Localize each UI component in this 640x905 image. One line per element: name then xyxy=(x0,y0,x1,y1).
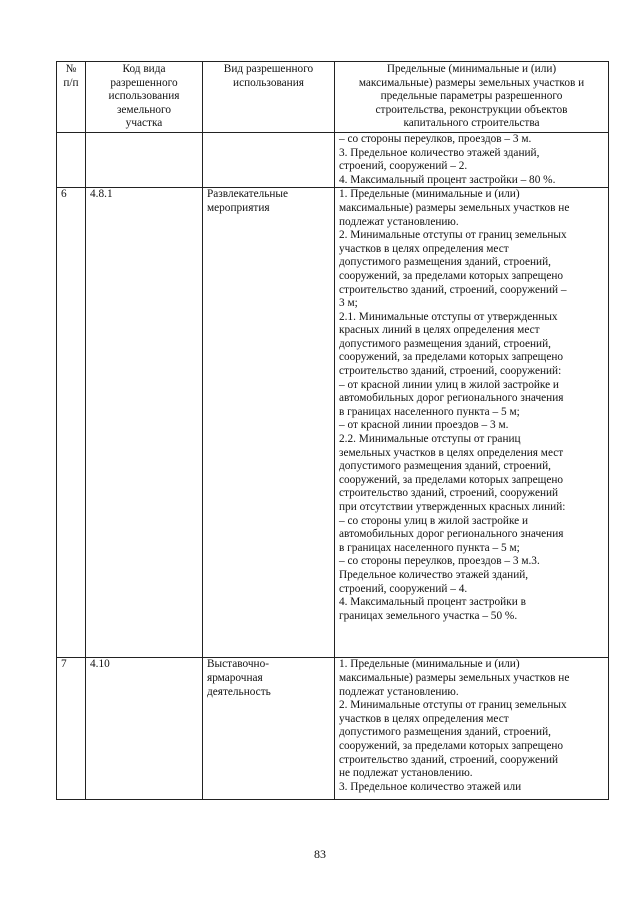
cell-number xyxy=(57,132,86,187)
header-code: Код вида разрешенного использования земельного участка xyxy=(86,62,203,133)
cell-number: 6 xyxy=(57,188,86,658)
cell-use: Выставочно- ярмарочная деятельность xyxy=(203,658,335,800)
cell-code: 4.10 xyxy=(86,658,203,800)
cell-number: 7 xyxy=(57,658,86,800)
zoning-parameters-table xyxy=(56,61,609,800)
cell-code xyxy=(86,132,203,187)
cell-params: – со стороны переулков, проездов – 3 м. 3. Предельное количество этажей зданий, строений, сооружений – 2. 4. Максимальный процент застройки – 80 %. xyxy=(335,132,609,187)
cell-use xyxy=(203,132,335,187)
page-number: 83 xyxy=(314,847,326,861)
header-use: Вид разрешенного использования xyxy=(203,62,335,133)
header-number: № п/п xyxy=(57,62,86,133)
table-header-row xyxy=(57,62,609,133)
header-params: Предельные (минимальные и (или) максимальные) размеры земельных участков и предельные параметры разрешенного строительства, реконструкции объектов капитального строительства xyxy=(335,62,609,133)
cell-code: 4.8.1 xyxy=(86,188,203,658)
table-row xyxy=(57,658,609,800)
cell-params: 1. Предельные (минимальные и (или) максимальные) размеры земельных участков не подлежат установлению. 2. Минимальные отступы от границ земельных участков в целях определения мест допустимого размещения зданий, строений, сооружений, за пределами которых запрещено строительство зданий, строений, сооружений не подлежат установлению. 3. Предельное количество этажей или xyxy=(335,658,609,800)
cell-use: Развлекательные мероприятия xyxy=(203,188,335,658)
table-row xyxy=(57,188,609,658)
table-row-continuation xyxy=(57,132,609,187)
cell-params: 1. Предельные (минимальные и (или) максимальные) размеры земельных участков не подлежат установлению. 2. Минимальные отступы от границ земельных участков в целях определения мест допустимого размещения зданий, строений, сооружений, за пределами которых запрещено строительство зданий, строений, сооружений – 3 м; 2.1. Минимальные отступы от утвержденных красных линий в целях определения мест допустимого размещения зданий, строений, сооружений, за пределами которых запрещено строительство зданий, строений, сооружений: – от красной линии улиц в жилой застройке и автомобильных дорог регионального значения в границах населенного пункта – 5 м; – от красной линии проездов – 3 м. 2.2. Минимальные отступы от границ земельных участков в целях определения мест допустимого размещения зданий, строений, сооружений, за пределами которых запрещено строительство зданий, строений, сооружений при отсутствии утвержденных красных линий: – со стороны улиц в жилой застройке и автомобильных дорог регионального значения в границах населенного пункта – 5 м; – со стороны переулков, проездов – 3 м.3. Предельное количество этажей зданий, строений, сооружений – 4. 4. Максимальный процент застройки в границах земельного участка – 50 %. xyxy=(335,188,609,658)
